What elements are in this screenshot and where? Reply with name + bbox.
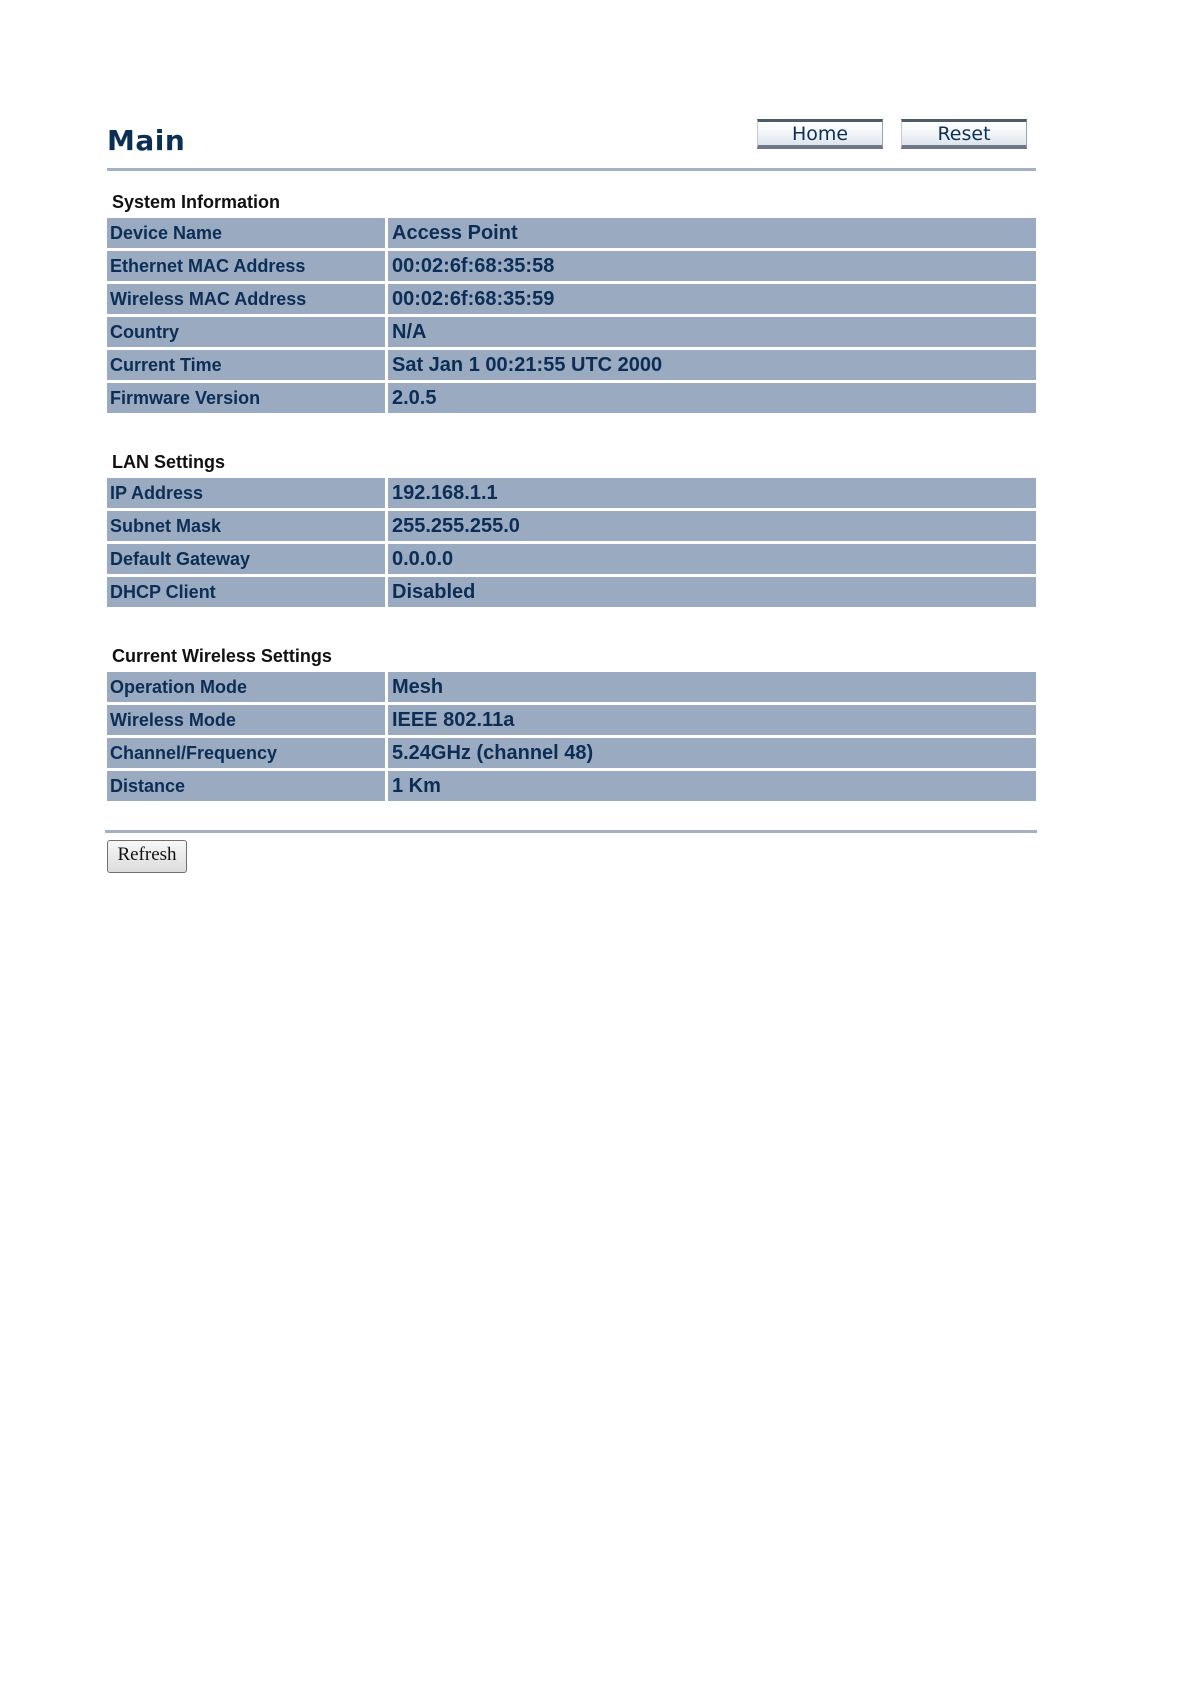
row-label: IP Address <box>107 478 388 508</box>
page-header <box>107 115 1037 168</box>
section-title: Current Wireless Settings <box>112 646 332 666</box>
row-label: Wireless MAC Address <box>107 284 388 314</box>
section-title: System Information <box>112 192 281 212</box>
header-divider <box>107 168 1036 171</box>
row-value: 5.24GHz (channel 48) <box>388 738 1036 768</box>
table-row <box>107 705 1036 735</box>
table-row <box>107 284 1036 314</box>
row-value: 0.0.0.0 <box>388 544 1036 574</box>
home-button[interactable]: Home <box>757 119 883 149</box>
table-row <box>107 478 1036 508</box>
page-title: Main <box>107 124 186 157</box>
row-label: Channel/Frequency <box>107 738 388 768</box>
table-row <box>107 251 1036 281</box>
table-row <box>107 350 1036 380</box>
row-label: Device Name <box>107 218 388 248</box>
system-information-section <box>107 191 1037 416</box>
row-value: IEEE 802.11a <box>388 705 1036 735</box>
table-row <box>107 511 1036 541</box>
row-value: 00:02:6f:68:35:59 <box>388 284 1036 314</box>
table-row <box>107 544 1036 574</box>
row-label: Operation Mode <box>107 672 388 702</box>
row-value: 192.168.1.1 <box>388 478 1036 508</box>
row-value: 2.0.5 <box>388 383 1036 413</box>
row-label: DHCP Client <box>107 577 388 607</box>
row-value: Mesh <box>388 672 1036 702</box>
footer-divider <box>105 830 1037 833</box>
table-row <box>107 218 1036 248</box>
top-button-group <box>757 119 1027 149</box>
row-label: Country <box>107 317 388 347</box>
main-page <box>107 115 1037 873</box>
row-value: 255.255.255.0 <box>388 511 1036 541</box>
row-label: Wireless Mode <box>107 705 388 735</box>
row-value: 1 Km <box>388 771 1036 801</box>
table-row <box>107 383 1036 413</box>
row-value: Disabled <box>388 577 1036 607</box>
row-value: Access Point <box>388 218 1036 248</box>
lan-settings-section <box>107 451 1037 610</box>
table-row <box>107 738 1036 768</box>
row-label: Subnet Mask <box>107 511 388 541</box>
table-row <box>107 672 1036 702</box>
row-value: 00:02:6f:68:35:58 <box>388 251 1036 281</box>
wireless-settings-table <box>107 669 1036 804</box>
row-label: Default Gateway <box>107 544 388 574</box>
wireless-settings-section <box>107 645 1037 804</box>
table-row <box>107 577 1036 607</box>
row-value: Sat Jan 1 00:21:55 UTC 2000 <box>388 350 1036 380</box>
row-label: Distance <box>107 771 388 801</box>
table-row <box>107 771 1036 801</box>
row-label: Current Time <box>107 350 388 380</box>
reset-button[interactable]: Reset <box>901 119 1027 149</box>
row-value: N/A <box>388 317 1036 347</box>
system-information-table <box>107 215 1036 416</box>
table-row <box>107 317 1036 347</box>
section-title: LAN Settings <box>112 452 226 472</box>
row-label: Firmware Version <box>107 383 388 413</box>
lan-settings-table <box>107 475 1036 610</box>
refresh-button[interactable]: Refresh <box>107 840 187 873</box>
row-label: Ethernet MAC Address <box>107 251 388 281</box>
